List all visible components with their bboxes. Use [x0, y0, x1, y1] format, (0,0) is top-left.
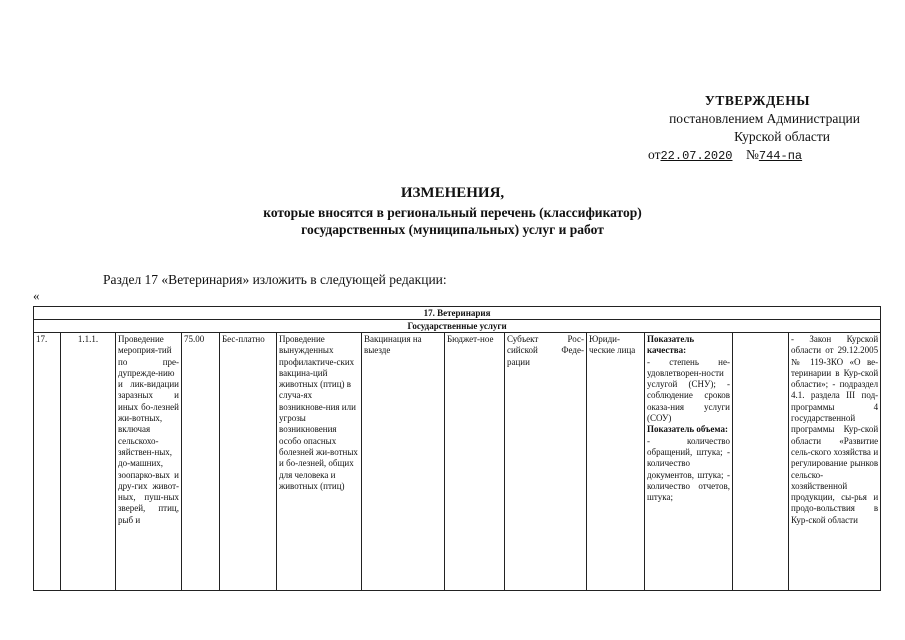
- quality-items: - степень не-удовлетворен-ности услугой (СНУ); - соблюдение сроков оказа-ния услуги (СОУ): [647, 356, 730, 424]
- approval-line-region: Курской области: [734, 129, 830, 144]
- cell-num: 17.: [34, 333, 61, 591]
- services-table: [33, 306, 881, 591]
- cell-service-name: Проведение мероприя-тий по пре-дупрежде-нию и лик-видации заразных и иных бо-лезней жи-вотных, включая сельскохо-зяйствен-ных, до-машних, зоопарко-вых и дру-гих живот-ных, пуш-ных зверей, птиц, рыб и: [116, 333, 182, 591]
- approval-date: 22.07.2020: [660, 149, 733, 163]
- cell-institution-type: Бюджет-ное: [445, 333, 505, 591]
- approval-line-decree: постановлением Администрации: [669, 111, 860, 126]
- opening-quote: «: [33, 288, 40, 303]
- cell-payment: Бес-платно: [220, 333, 277, 591]
- subsection-header: Государственные услуги: [34, 320, 881, 333]
- date-prefix: от: [648, 147, 661, 162]
- approval-title: УТВЕРЖДЕНЫ: [704, 93, 810, 108]
- table-row: [34, 333, 881, 591]
- quality-label: Показатель качества:: [647, 334, 695, 356]
- doc-subtitle-2: государственных (муниципальных) услуг и работ: [301, 222, 604, 237]
- cell-legal-basis: - Закон Курской области от 29.12.2005 № 119-ЗКО «О ве-теринарии в Кур-ской области»; - подраздел 4.1. раздела III под-программы 4 государственной программы Кур-ской области «Развитие сель-ского хозяйства и регулирование рынков сельско-хозяйственной продукции, сы-рья и продо-вольствия в Кур-ской области: [789, 333, 881, 591]
- cell-empty: [733, 333, 789, 591]
- volume-items: - количество обращений, штука; - количество документов, штука; - количество отчетов, штука;: [647, 435, 730, 503]
- cell-code: 1.1.1.: [61, 333, 116, 591]
- cell-founder: Субъект Рос-сийской Феде-рации: [505, 333, 587, 591]
- approval-number: 744-па: [758, 149, 803, 163]
- approval-block: [640, 92, 860, 165]
- cell-content: Проведение вынужденных профилактиче-ских вакцина-ций животных (птиц) в случа-ях возникнове-ния или угрозы возникновения особо опасных болезней жи-вотных и бо-лезней, общих для человека и животных (птиц): [277, 333, 362, 591]
- number-prefix: №: [746, 147, 759, 162]
- cell-okved: 75.00: [182, 333, 220, 591]
- cell-condition: Вакцинация на выезде: [362, 333, 445, 591]
- doc-subtitle-1: которые вносятся в региональный перечень (классификатор): [263, 205, 642, 220]
- cell-consumer: Юриди-ческие лица: [587, 333, 645, 591]
- approval-date-line: [640, 146, 860, 165]
- volume-label: Показатель объема:: [647, 424, 728, 435]
- intro-text: Раздел 17 «Ветеринария» изложить в следующей редакции:: [103, 272, 447, 287]
- section-header: 17. Ветеринария: [34, 307, 881, 320]
- doc-title: ИЗМЕНЕНИЯ,: [400, 185, 505, 201]
- cell-indicators: [645, 333, 733, 591]
